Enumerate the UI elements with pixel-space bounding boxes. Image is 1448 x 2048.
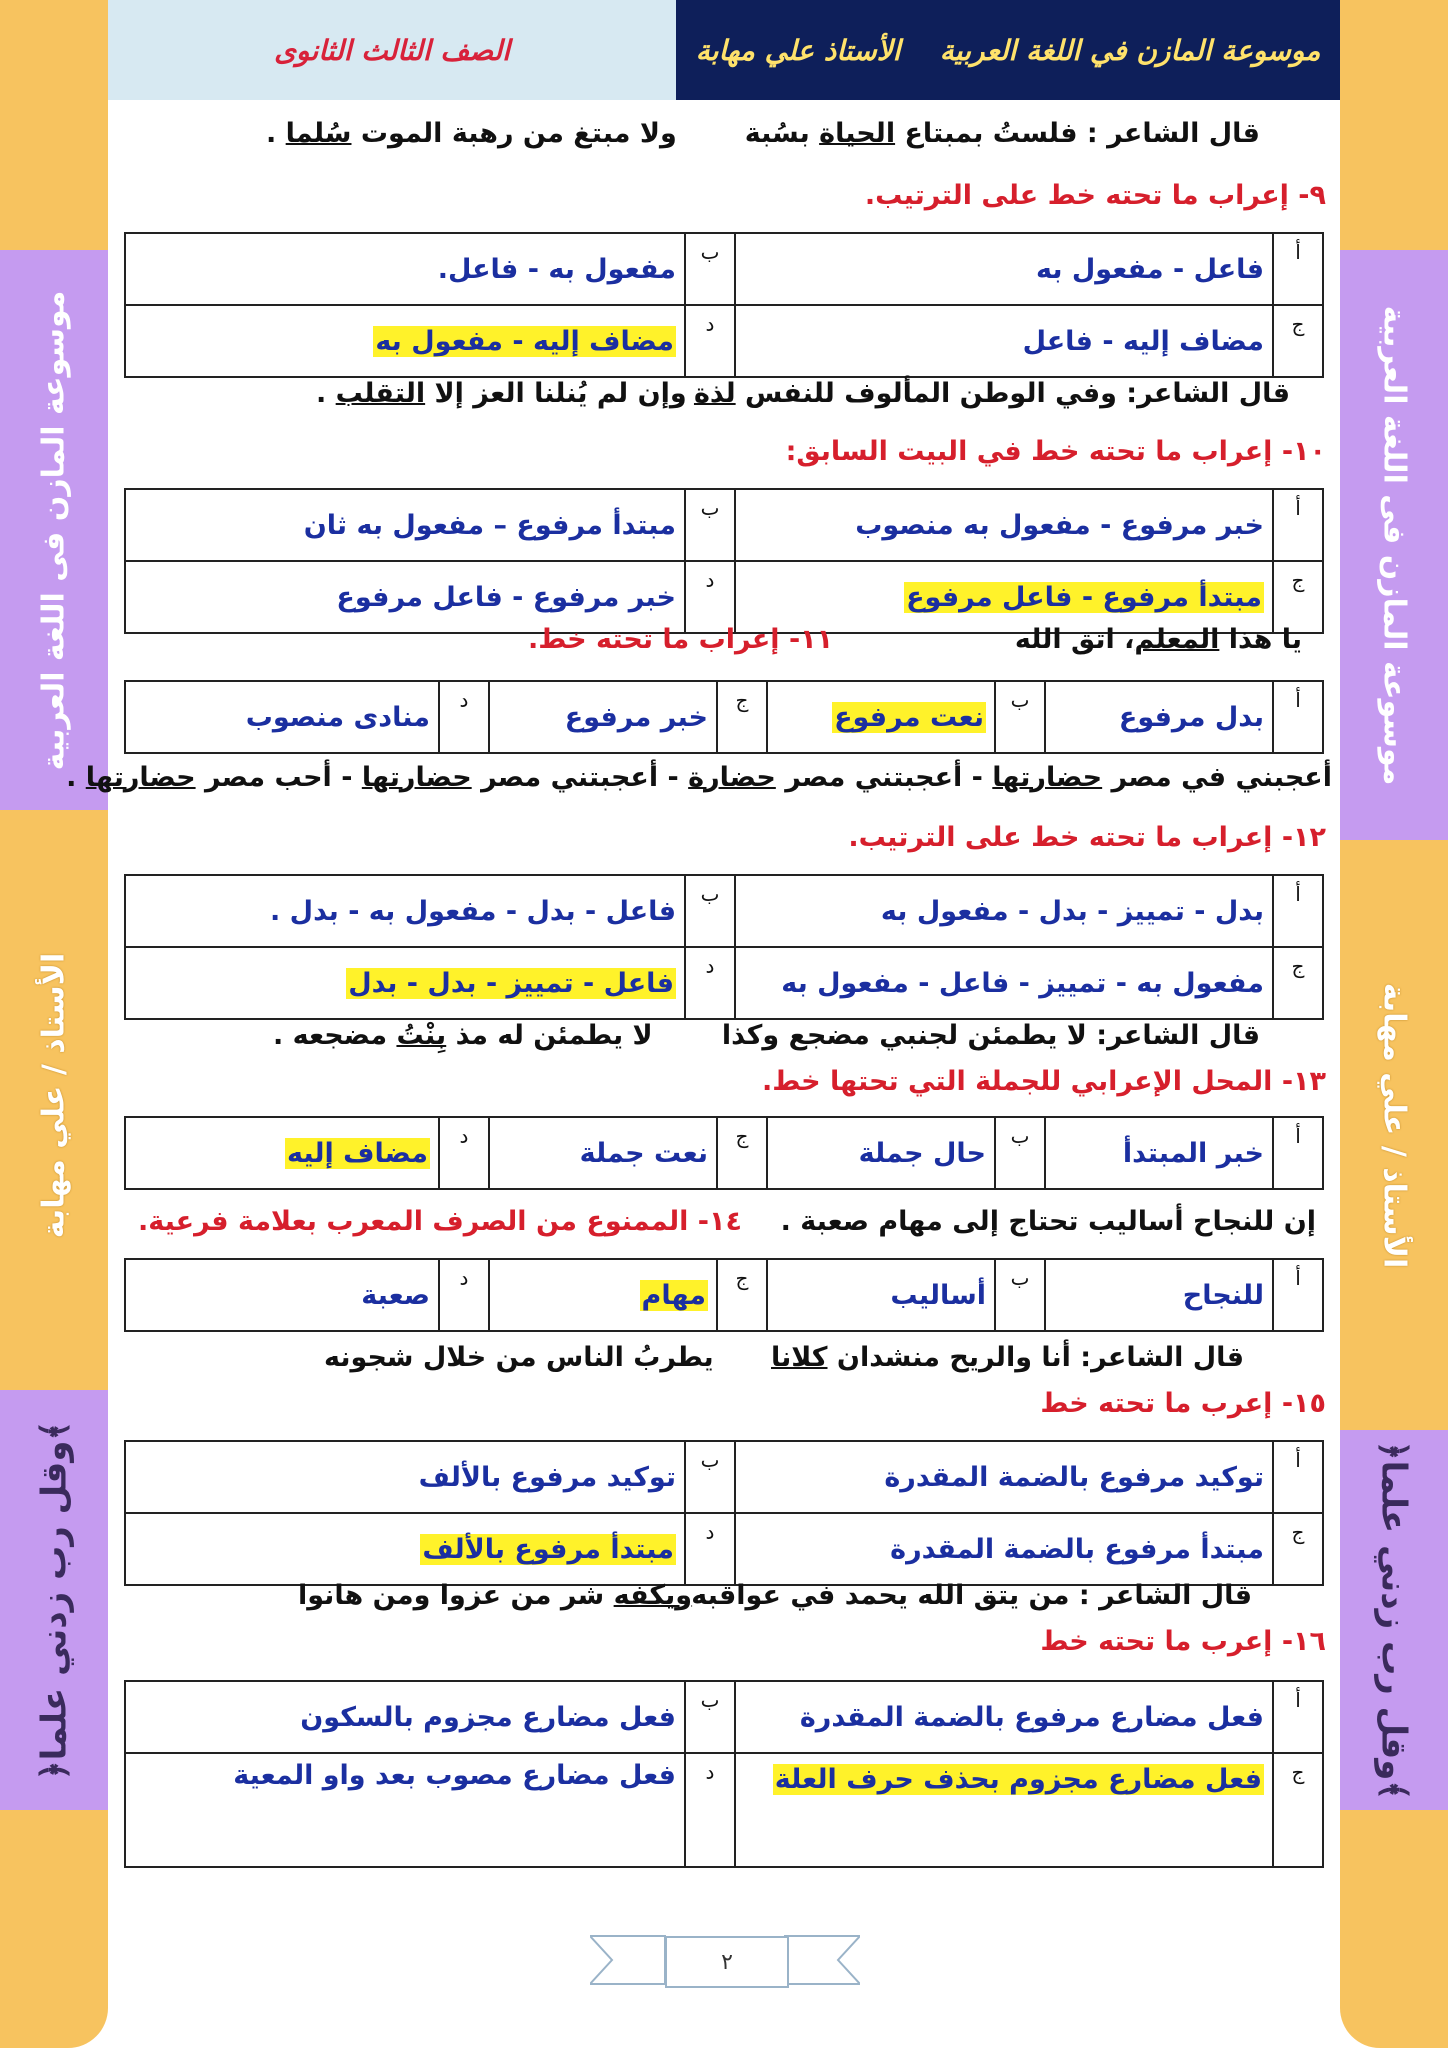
grade-label: الصف الثالث الثانوى [274, 33, 510, 67]
option-b[interactable]: فاعل - بدل - مفعول به - بدل . [125, 875, 685, 947]
option-d[interactable]: منادى منصوب [125, 681, 439, 753]
option-b[interactable]: مفعول به - فاعل. [125, 233, 685, 305]
option-d[interactable]: خبر مرفوع - فاعل مرفوع [125, 561, 685, 633]
option-d[interactable]: مبتدأ مرفوع بالألف [125, 1513, 685, 1585]
option-d[interactable]: صعبة [125, 1259, 439, 1331]
left-strip-verse: ﴿وقل رب زدني علما﴾ [0, 1390, 108, 1810]
left-strip-series: موسوعة المازن فى اللغة العربية [0, 250, 108, 810]
option-d[interactable]: مضاف إليه [125, 1117, 439, 1189]
answers-q11: أ بدل مرفوع ب نعت مرفوع ج خبر مرفوع د منادى منصوب [124, 680, 1324, 754]
sentence-q12: أعجبني في مصر حضارتها - أعجبتني مصر حضارة - أعجبتني مصر حضارتها - أحب مصر حضارتها . [66, 762, 1332, 793]
option-c[interactable]: مهام [489, 1259, 717, 1331]
option-a[interactable]: للنجاح [1045, 1259, 1273, 1331]
right-side-strip [1340, 0, 1448, 2048]
option-c[interactable]: مبتدأ مرفوع - فاعل مرفوع [735, 561, 1273, 633]
page-header [108, 0, 1340, 100]
option-b[interactable]: نعت مرفوع [767, 681, 995, 753]
option-a[interactable]: توكيد مرفوع بالضمة المقدرة [735, 1441, 1273, 1513]
answers-q12: أ بدل - تمييز - بدل - مفعول به ب فاعل - بدل - مفعول به - بدل . ج مفعول به - تمييز - فاعل - مفعول به د فاعل - تمييز - بدل - بدل [124, 874, 1324, 1020]
option-c[interactable]: مضاف إليه - فاعل [735, 305, 1273, 377]
question-16: ١٦- إعرب ما تحته خط [1040, 1626, 1326, 1657]
option-b[interactable]: حال جملة [767, 1117, 995, 1189]
answers-q16: أ فعل مضارع مرفوع بالضمة المقدرة ب فعل مضارع مجزوم بالسكون ج فعل مضارع مجزوم بحذف حرف العلة د فعل مضارع مصوب بعد واو المعية [124, 1680, 1324, 1868]
teacher-name: الأستاذ علي مهابة [695, 33, 901, 67]
option-c[interactable]: خبر مرفوع [489, 681, 717, 753]
answers-q14: أ للنجاح ب أساليب ج مهام د صعبة [124, 1258, 1324, 1332]
option-b[interactable]: فعل مضارع مجزوم بالسكون [125, 1681, 685, 1753]
answers-q13: أ خبر المبتدأ ب حال جملة ج نعت جملة د مضاف إليه [124, 1116, 1324, 1190]
right-strip-verse: ﴿وقل رب زدني علما﴾ [1340, 1430, 1448, 1810]
question-11: ١١- إعراب ما تحته خط. [528, 624, 834, 655]
question-15: ١٥- إعرب ما تحته خط [1040, 1388, 1326, 1419]
option-c[interactable]: نعت جملة [489, 1117, 717, 1189]
option-a[interactable]: خبر المبتدأ [1045, 1117, 1273, 1189]
question-12: ١٢- إعراب ما تحته خط على الترتيب. [848, 822, 1326, 853]
left-side-strip [0, 0, 108, 2048]
option-c[interactable]: فعل مضارع مجزوم بحذف حرف العلة [735, 1753, 1273, 1867]
page-number: ٢ [665, 1936, 789, 1988]
option-b[interactable]: أساليب [767, 1259, 995, 1331]
option-a[interactable]: بدل مرفوع [1045, 681, 1273, 753]
header-grade-box [108, 0, 676, 100]
option-a[interactable]: فاعل - مفعول به [735, 233, 1273, 305]
question-10: ١٠- إعراب ما تحته خط في البيت السابق: [785, 436, 1326, 467]
series-title: موسوعة المازن في اللغة العربية [939, 33, 1321, 67]
right-strip-series: موسوعة المازن فى اللغة العربية [1340, 250, 1448, 840]
option-c[interactable]: مفعول به - تمييز - فاعل - مفعول به [735, 947, 1273, 1019]
answers-q9: أ فاعل - مفعول به ب مفعول به - فاعل. ج مضاف إليه - فاعل د مضاف إليه - مفعول به [124, 232, 1324, 378]
question-9: ٩- إعراب ما تحته خط على الترتيب. [864, 180, 1326, 211]
option-d[interactable]: فعل مضارع مصوب بعد واو المعية [125, 1753, 685, 1867]
option-b[interactable]: توكيد مرفوع بالألف [125, 1441, 685, 1513]
option-a[interactable]: بدل - تمييز - بدل - مفعول به [735, 875, 1273, 947]
option-b[interactable]: مبتدأ مرفوع – مفعول به ثان [125, 489, 685, 561]
question-14: ١٤- الممنوع من الصرف المعرب بعلامة فرعية. [138, 1206, 742, 1237]
header-title-box [676, 0, 1340, 100]
answers-q10: أ خبر مرفوع - مفعول به منصوب ب مبتدأ مرفوع – مفعول به ثان ج مبتدأ مرفوع - فاعل مرفوع د خبر مرفوع - فاعل مرفوع [124, 488, 1324, 634]
option-a[interactable]: فعل مضارع مرفوع بالضمة المقدرة [735, 1681, 1273, 1753]
answers-q15: أ توكيد مرفوع بالضمة المقدرة ب توكيد مرفوع بالألف ج مبتدأ مرفوع بالضمة المقدرة د مبتدأ مرفوع بالألف [124, 1440, 1324, 1586]
option-c[interactable]: مبتدأ مرفوع بالضمة المقدرة [735, 1513, 1273, 1585]
left-strip-teacher: الأستاذ / علي مهابة [36, 952, 72, 1238]
worksheet-content: قال الشاعر : فلستُ بمبتاع الحياة بسُبة ولا مبتغ من رهبة الموت سُلما . ٩- إعراب ما تحته خط على الترتيب. أ فاعل - مفعول به ب مفعول به - فاعل. ج مضاف إليه - فاعل د مضاف إليه - مفعول به قال الشاعر: وفي الوطن المألوف للنفس لذة وإن لم يُنلنا العز إلا التقلب . ١٠- إعراب ما تحته خط في البيت السابق: أ خبر مرفوع - مفعول به منصوب ب مبتدأ مرفوع – مفعول به ثان ج مبتدأ مرفوع - فاعل مرفوع د خبر مرفوع - فاعل مرفوع يا هذا المعلم، اتق الله ١١- إعراب ما تحته خط. أ بدل مرفوع ب نعت مرفوع ج خبر مرفوع د منادى منصوب أعجبني في مصر حضارتها - أعجبتني مصر حضارة - أعجبتني مصر حضارتها - أحب مصر حضارتها . ١٢- إعراب ما تحته خط على الترتيب. أ بدل - تمييز - بدل - مفعول به ب فاعل - بدل - مفعول به - بدل . ج مفعول به - تمييز - فاعل - مفعول به د فاعل - تمييز - بدل - بدل قال الشاعر: لا يطمئن لجنبي مضجع وكذا لا يطمئن له مذ بِنْتُ مضجعه . ١٣- المحل الإعرابي للجملة التي تحتها خط. أ خبر المبتدأ ب حال جملة ج نعت جملة د مضاف إليه إن للنجاح أساليب تحتاج إلى مهام صعبة . ١٤- الممنوع من الصرف المعرب بعلامة فرعية. أ للنجاح ب أساليب ج مهام د صعبة قال الشاعر: أنا والريح منشدان كلانا يطربُ الناس من خلال شجونه ١٥- إعرب ما تحته خط أ توكيد مرفوع بالضمة المقدرة ب توكيد مرفوع بالألف ج مبتدأ مرفوع بالضمة المقدرة د مبتدأ مرفوع بالألف قال الشاعر : من يتق الله يحمد في عواقبه ويكفه شر من عزوا ومن هانوا ١٦- إعرب ما تحته خط أ فعل مضارع مرفوع بالضمة المقدرة ب فعل مضارع مجزوم بالسكون ج فعل مضارع مجزوم بحذف حرف العلة د فعل مضارع مصوب بعد واو المعية [108, 100, 1340, 2048]
option-d[interactable]: فاعل - تمييز - بدل - بدل [125, 947, 685, 1019]
option-a[interactable]: خبر مرفوع - مفعول به منصوب [735, 489, 1273, 561]
right-strip-teacher: الأستاذ / علي مهابة [1376, 982, 1412, 1268]
question-13: ١٣- المحل الإعرابي للجملة التي تحتها خط. [762, 1066, 1326, 1097]
option-d[interactable]: مضاف إليه - مفعول به [125, 305, 685, 377]
